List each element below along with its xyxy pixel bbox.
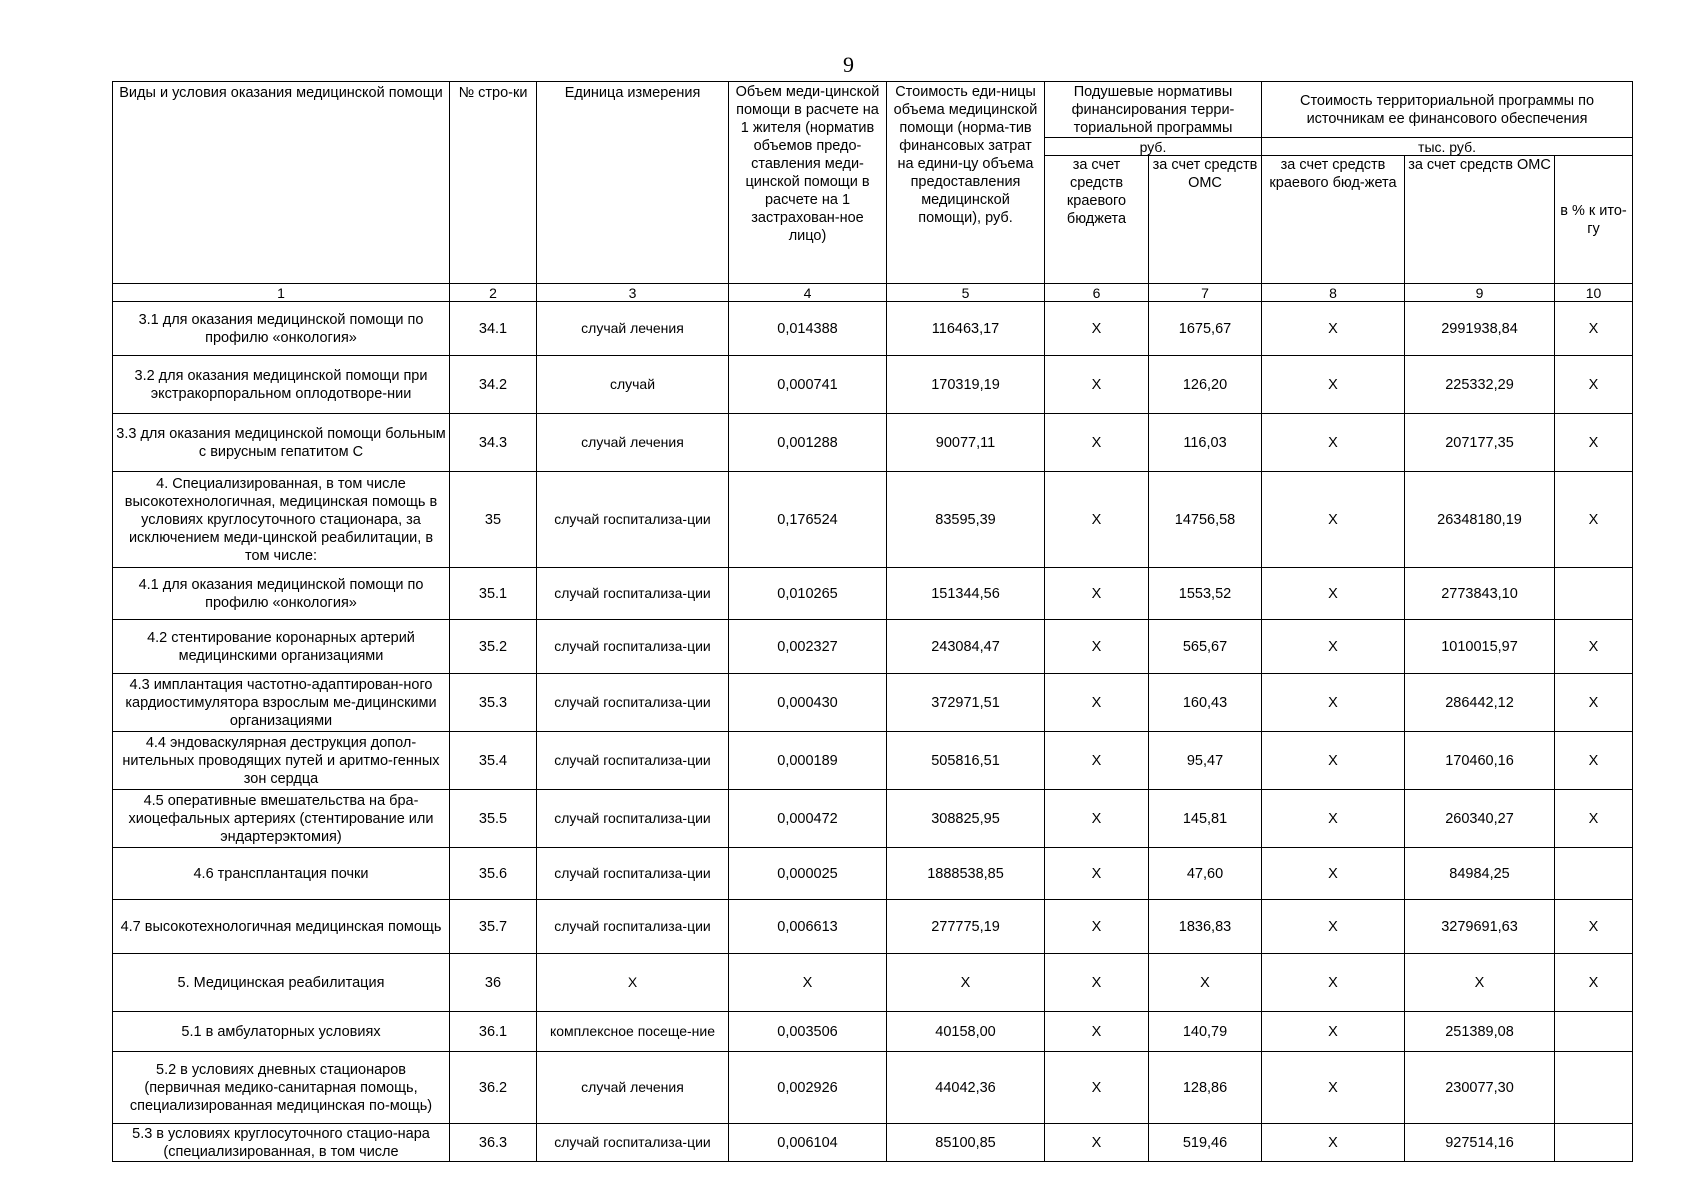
row-name: 4.7 высокотехнологичная медицинская помощь xyxy=(113,900,450,954)
row-oms-cost: 230077,30 xyxy=(1405,1052,1555,1124)
row-volume: 0,002926 xyxy=(729,1052,887,1124)
row-unit: случай госпитализа-ции xyxy=(537,790,729,848)
table-row xyxy=(113,674,1633,732)
header-oms: за счет средств ОМС xyxy=(1149,156,1262,284)
row-unit: случай лечения xyxy=(537,414,729,472)
row-oms-cost: 3279691,63 xyxy=(1405,900,1555,954)
row-number: 35.3 xyxy=(450,674,537,732)
row-oms-norm: X xyxy=(1149,954,1262,1012)
table-row xyxy=(113,1052,1633,1124)
table-row xyxy=(113,954,1633,1012)
row-name: 4. Специализированная, в том числе высокотехнологичная, медицинская помощь в условиях круглосуточного стационара, за исключением меди-цинской реабилитации, в том числе: xyxy=(113,472,450,568)
row-oms-norm: 519,46 xyxy=(1149,1124,1262,1162)
row-name: 5.1 в амбулаторных условиях xyxy=(113,1012,450,1052)
row-oms-norm: 140,79 xyxy=(1149,1012,1262,1052)
row-volume: 0,000741 xyxy=(729,356,887,414)
row-volume: 0,006104 xyxy=(729,1124,887,1162)
row-unit: случай госпитализа-ции xyxy=(537,900,729,954)
row-name: 5.3 в условиях круглосуточного стацио-нара (специализированная, в том числе xyxy=(113,1124,450,1162)
row-number: 36.3 xyxy=(450,1124,537,1162)
row-regional-budget-cost: X xyxy=(1262,732,1405,790)
row-number: 35.6 xyxy=(450,848,537,900)
column-number: 8 xyxy=(1262,284,1405,302)
row-regional-budget-cost: X xyxy=(1262,900,1405,954)
header-unit: Единица измерения xyxy=(537,82,729,284)
row-volume: 0,006613 xyxy=(729,900,887,954)
row-unit: случай лечения xyxy=(537,302,729,356)
row-regional-budget-cost: X xyxy=(1262,1012,1405,1052)
row-regional-budget-norm: X xyxy=(1045,674,1149,732)
row-name: 4.1 для оказания медицинской помощи по профилю «онкология» xyxy=(113,568,450,620)
row-oms-cost: X xyxy=(1405,954,1555,1012)
row-oms-norm: 565,67 xyxy=(1149,620,1262,674)
row-number: 35.2 xyxy=(450,620,537,674)
row-percent xyxy=(1555,848,1633,900)
row-unit: комплексное посеще-ние xyxy=(537,1012,729,1052)
row-number: 35.7 xyxy=(450,900,537,954)
row-regional-budget-cost: X xyxy=(1262,674,1405,732)
row-number: 36 xyxy=(450,954,537,1012)
row-oms-norm: 1836,83 xyxy=(1149,900,1262,954)
row-name: 5. Медицинская реабилитация xyxy=(113,954,450,1012)
row-regional-budget-norm: X xyxy=(1045,790,1149,848)
column-number: 3 xyxy=(537,284,729,302)
row-oms-cost: 1010015,97 xyxy=(1405,620,1555,674)
row-regional-budget-norm: X xyxy=(1045,302,1149,356)
row-regional-budget-cost: X xyxy=(1262,790,1405,848)
column-number: 4 xyxy=(729,284,887,302)
row-volume: 0,000189 xyxy=(729,732,887,790)
row-oms-norm: 145,81 xyxy=(1149,790,1262,848)
row-unit: случай госпитализа-ции xyxy=(537,848,729,900)
row-unit-cost: 151344,56 xyxy=(887,568,1045,620)
row-regional-budget-norm: X xyxy=(1045,1012,1149,1052)
row-volume: 0,001288 xyxy=(729,414,887,472)
row-volume: 0,002327 xyxy=(729,620,887,674)
row-oms-cost: 286442,12 xyxy=(1405,674,1555,732)
table-row xyxy=(113,356,1633,414)
row-percent: X xyxy=(1555,732,1633,790)
header-per-capita-standards: Подушевые нормативы финансирования терри-ториальной программы xyxy=(1045,82,1262,138)
header-regional-budget-cost: за счет средств краевого бюд-жета xyxy=(1262,156,1405,284)
row-name: 4.5 оперативные вмешательства на бра-хиоцефальных артериях (стентирование или эндартерэктомия) xyxy=(113,790,450,848)
row-number: 35.4 xyxy=(450,732,537,790)
row-regional-budget-norm: X xyxy=(1045,620,1149,674)
table-row xyxy=(113,414,1633,472)
row-percent: X xyxy=(1555,954,1633,1012)
row-number: 35.5 xyxy=(450,790,537,848)
row-regional-budget-cost: X xyxy=(1262,1052,1405,1124)
row-volume: 0,000430 xyxy=(729,674,887,732)
row-regional-budget-cost: X xyxy=(1262,954,1405,1012)
row-oms-norm: 1675,67 xyxy=(1149,302,1262,356)
header-type-conditions: Виды и условия оказания медицинской помощи xyxy=(113,82,450,284)
row-regional-budget-cost: X xyxy=(1262,568,1405,620)
header-program-cost: Стоимость территориальной программы по источникам ее финансового обеспечения xyxy=(1262,82,1633,138)
row-percent: X xyxy=(1555,472,1633,568)
header-oms-cost: за счет средств ОМС xyxy=(1405,156,1555,284)
row-oms-norm: 95,47 xyxy=(1149,732,1262,790)
column-number: 2 xyxy=(450,284,537,302)
row-regional-budget-cost: X xyxy=(1262,356,1405,414)
row-name: 4.3 имплантация частотно-адаптирован-ного кардиостимулятора взрослым ме-дицинскими организациями xyxy=(113,674,450,732)
row-oms-cost: 84984,25 xyxy=(1405,848,1555,900)
row-oms-cost: 2773843,10 xyxy=(1405,568,1555,620)
row-name: 3.1 для оказания медицинской помощи по профилю «онкология» xyxy=(113,302,450,356)
row-name: 5.2 в условиях дневных стационаров (первичная медико-санитарная помощь, специализированная медицинская по-мощь) xyxy=(113,1052,450,1124)
row-oms-norm: 14756,58 xyxy=(1149,472,1262,568)
row-oms-cost: 207177,35 xyxy=(1405,414,1555,472)
table-row xyxy=(113,302,1633,356)
row-unit-cost: 170319,19 xyxy=(887,356,1045,414)
row-oms-cost: 225332,29 xyxy=(1405,356,1555,414)
row-percent: X xyxy=(1555,620,1633,674)
header-regional-budget: за счет средств краевого бюджета xyxy=(1045,156,1149,284)
row-unit-cost: X xyxy=(887,954,1045,1012)
row-percent: X xyxy=(1555,356,1633,414)
row-regional-budget-norm: X xyxy=(1045,954,1149,1012)
row-unit-cost: 308825,95 xyxy=(887,790,1045,848)
row-unit-cost: 277775,19 xyxy=(887,900,1045,954)
program-cost-table xyxy=(112,81,1633,1162)
row-unit-cost: 44042,36 xyxy=(887,1052,1045,1124)
row-unit-cost: 1888538,85 xyxy=(887,848,1045,900)
table-row xyxy=(113,848,1633,900)
row-oms-norm: 116,03 xyxy=(1149,414,1262,472)
row-oms-cost: 251389,08 xyxy=(1405,1012,1555,1052)
row-number: 34.3 xyxy=(450,414,537,472)
column-numbers-row xyxy=(113,284,1633,302)
table-row xyxy=(113,900,1633,954)
header-volume: Объем меди-цинской помощи в расчете на 1 жителя (норматив объемов предо-ставления меди-цинской помощи в расчете на 1 застрахован-ное лицо) xyxy=(729,82,887,284)
row-oms-cost: 26348180,19 xyxy=(1405,472,1555,568)
row-number: 35 xyxy=(450,472,537,568)
table-row xyxy=(113,620,1633,674)
row-unit: случай госпитализа-ции xyxy=(537,732,729,790)
row-regional-budget-norm: X xyxy=(1045,900,1149,954)
row-volume: X xyxy=(729,954,887,1012)
row-regional-budget-norm: X xyxy=(1045,472,1149,568)
page-number: 9 xyxy=(843,52,854,77)
row-oms-norm: 47,60 xyxy=(1149,848,1262,900)
row-regional-budget-norm: X xyxy=(1045,732,1149,790)
row-name: 4.6 трансплантация почки xyxy=(113,848,450,900)
row-regional-budget-cost: X xyxy=(1262,1124,1405,1162)
row-volume: 0,000472 xyxy=(729,790,887,848)
row-percent: X xyxy=(1555,414,1633,472)
row-volume: 0,176524 xyxy=(729,472,887,568)
header-unit-cost: Стоимость еди-ницы объема медицинской помощи (норма-тив финансовых затрат на едини-цу объема предоставления медицинской помощи), руб. xyxy=(887,82,1045,284)
row-percent xyxy=(1555,1124,1633,1162)
row-unit-cost: 85100,85 xyxy=(887,1124,1045,1162)
row-oms-norm: 1553,52 xyxy=(1149,568,1262,620)
row-regional-budget-cost: X xyxy=(1262,472,1405,568)
row-unit-cost: 83595,39 xyxy=(887,472,1045,568)
row-regional-budget-cost: X xyxy=(1262,848,1405,900)
row-number: 36.2 xyxy=(450,1052,537,1124)
row-regional-budget-norm: X xyxy=(1045,1052,1149,1124)
table-row xyxy=(113,568,1633,620)
row-unit-cost: 505816,51 xyxy=(887,732,1045,790)
row-percent: X xyxy=(1555,302,1633,356)
row-percent xyxy=(1555,1012,1633,1052)
row-unit: случай госпитализа-ции xyxy=(537,568,729,620)
row-number: 34.2 xyxy=(450,356,537,414)
row-oms-norm: 128,86 xyxy=(1149,1052,1262,1124)
header-unit-rub: руб. xyxy=(1045,138,1262,156)
column-number: 6 xyxy=(1045,284,1149,302)
row-percent: X xyxy=(1555,674,1633,732)
table-body xyxy=(113,302,1633,1162)
row-volume: 0,000025 xyxy=(729,848,887,900)
row-regional-budget-norm: X xyxy=(1045,356,1149,414)
row-volume: 0,014388 xyxy=(729,302,887,356)
row-unit-cost: 243084,47 xyxy=(887,620,1045,674)
row-regional-budget-cost: X xyxy=(1262,620,1405,674)
row-regional-budget-cost: X xyxy=(1262,302,1405,356)
row-oms-norm: 160,43 xyxy=(1149,674,1262,732)
row-volume: 0,010265 xyxy=(729,568,887,620)
row-unit: случай лечения xyxy=(537,1052,729,1124)
row-unit: случай госпитализа-ции xyxy=(537,620,729,674)
row-percent xyxy=(1555,1052,1633,1124)
row-percent: X xyxy=(1555,790,1633,848)
column-number: 1 xyxy=(113,284,450,302)
row-unit: случай госпитализа-ции xyxy=(537,674,729,732)
row-volume: 0,003506 xyxy=(729,1012,887,1052)
row-unit-cost: 40158,00 xyxy=(887,1012,1045,1052)
row-oms-cost: 2991938,84 xyxy=(1405,302,1555,356)
row-number: 35.1 xyxy=(450,568,537,620)
row-percent xyxy=(1555,568,1633,620)
table-row xyxy=(113,472,1633,568)
row-regional-budget-norm: X xyxy=(1045,1124,1149,1162)
row-unit: случай госпитализа-ции xyxy=(537,1124,729,1162)
table-row xyxy=(113,1012,1633,1052)
header-percent-total: в % к ито-гу xyxy=(1555,156,1633,284)
row-regional-budget-norm: X xyxy=(1045,568,1149,620)
row-regional-budget-cost: X xyxy=(1262,414,1405,472)
row-unit: X xyxy=(537,954,729,1012)
row-unit-cost: 116463,17 xyxy=(887,302,1045,356)
row-regional-budget-norm: X xyxy=(1045,414,1149,472)
row-oms-norm: 126,20 xyxy=(1149,356,1262,414)
row-name: 4.4 эндоваскулярная деструкция допол-нительных проводящих путей и аритмо-генных зон сердца xyxy=(113,732,450,790)
row-percent: X xyxy=(1555,900,1633,954)
row-name: 3.2 для оказания медицинской помощи при экстракорпоральном оплодотворе-нии xyxy=(113,356,450,414)
column-number: 9 xyxy=(1405,284,1555,302)
row-unit-cost: 372971,51 xyxy=(887,674,1045,732)
row-unit: случай госпитализа-ции xyxy=(537,472,729,568)
row-number: 36.1 xyxy=(450,1012,537,1052)
row-unit-cost: 90077,11 xyxy=(887,414,1045,472)
row-name: 4.2 стентирование коронарных артерий медицинскими организациями xyxy=(113,620,450,674)
row-oms-cost: 927514,16 xyxy=(1405,1124,1555,1162)
column-number: 10 xyxy=(1555,284,1633,302)
row-oms-cost: 170460,16 xyxy=(1405,732,1555,790)
header-row-number: № стро-ки xyxy=(450,82,537,284)
row-number: 34.1 xyxy=(450,302,537,356)
row-oms-cost: 260340,27 xyxy=(1405,790,1555,848)
column-number: 7 xyxy=(1149,284,1262,302)
table-row xyxy=(113,790,1633,848)
table-row xyxy=(113,732,1633,790)
header-unit-thous-rub: тыс. руб. xyxy=(1262,138,1633,156)
column-number: 5 xyxy=(887,284,1045,302)
row-regional-budget-norm: X xyxy=(1045,848,1149,900)
row-unit: случай xyxy=(537,356,729,414)
row-name: 3.3 для оказания медицинской помощи больным с вирусным гепатитом С xyxy=(113,414,450,472)
table-row xyxy=(113,1124,1633,1162)
